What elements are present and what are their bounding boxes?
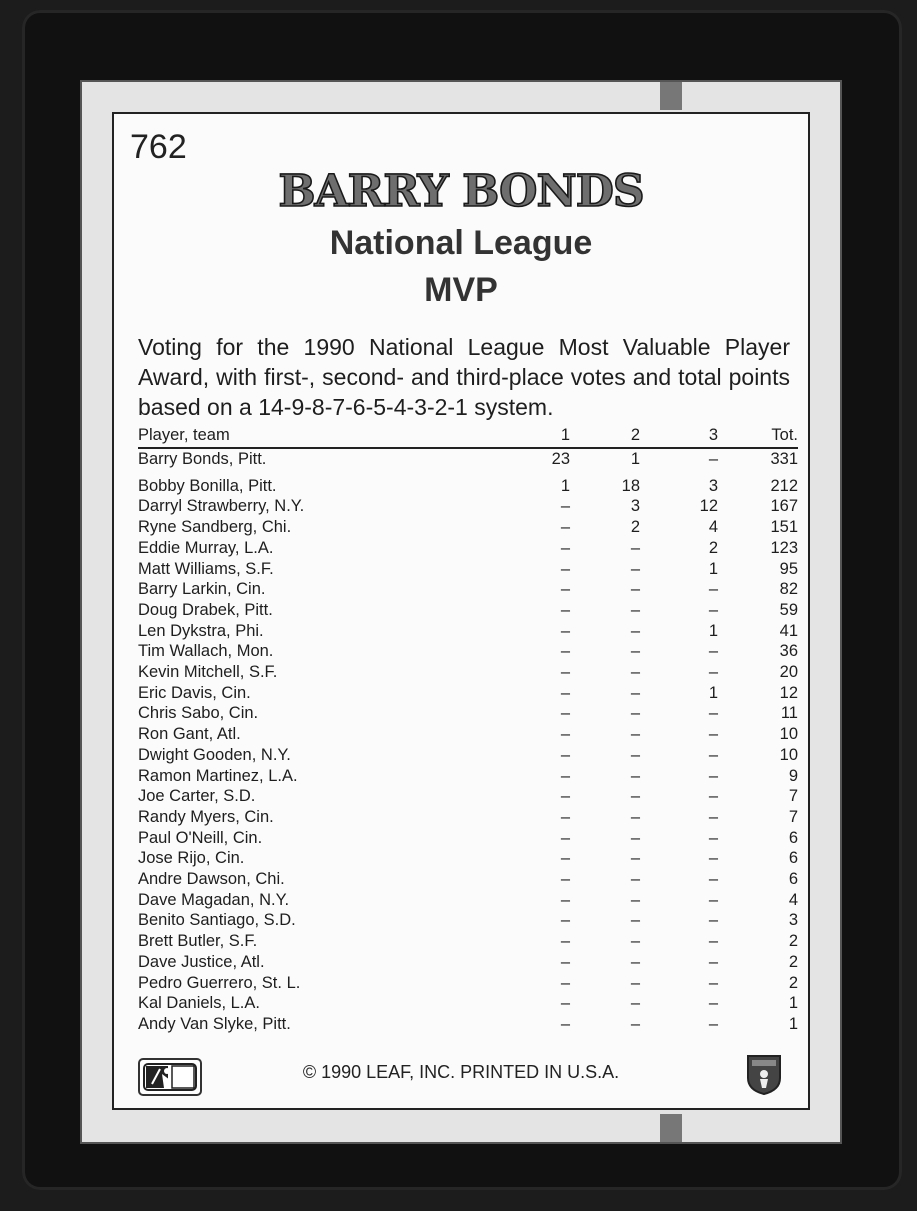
second-place-votes-cell: – — [630, 1014, 640, 1033]
first-place-votes-cell: – — [560, 828, 570, 847]
first-place-votes-cell: – — [560, 518, 570, 537]
table-row — [138, 662, 798, 683]
total-points-cell: 10 — [779, 725, 798, 744]
table-row — [138, 641, 798, 662]
card-content — [112, 112, 810, 1110]
third-place-votes-cell: 4 — [708, 518, 718, 537]
total-points-cell: 10 — [779, 745, 798, 764]
first-place-votes-cell: – — [560, 973, 570, 992]
player-team-cell: Dave Magadan, N.Y. — [138, 890, 290, 909]
second-place-votes-cell: 1 — [630, 450, 640, 468]
total-points-cell: 59 — [779, 600, 798, 619]
table-row — [138, 683, 798, 704]
total-points-cell: 123 — [770, 538, 798, 557]
header-first-place: 1 — [530, 426, 570, 448]
league-heading: National League — [329, 224, 593, 262]
third-place-votes-cell: 1 — [708, 683, 718, 702]
first-place-votes-cell: – — [560, 663, 570, 682]
table-row — [138, 559, 798, 580]
third-place-votes-cell: – — [708, 725, 718, 744]
player-team-cell: Ramon Martinez, L.A. — [138, 766, 298, 785]
player-team-cell: Brett Butler, S.F. — [138, 932, 258, 951]
third-place-votes-cell: – — [708, 787, 718, 806]
player-team-cell: Bobby Bonilla, Pitt. — [138, 476, 277, 495]
first-place-votes-cell: 23 — [551, 450, 570, 468]
table-row — [138, 703, 798, 724]
second-place-votes-cell: – — [630, 600, 640, 619]
table-row — [138, 869, 798, 890]
player-team-cell: Ron Gant, Atl. — [138, 725, 241, 744]
total-points-cell: 6 — [788, 870, 798, 889]
table-row — [138, 600, 798, 621]
third-place-votes-cell: – — [708, 766, 718, 785]
second-place-votes-cell: – — [630, 538, 640, 557]
second-place-votes-cell: – — [630, 807, 640, 826]
total-points-cell: 151 — [770, 518, 798, 537]
total-points-cell: 212 — [770, 476, 798, 495]
total-points-cell: 41 — [779, 621, 798, 640]
table-row — [138, 538, 798, 559]
total-points-cell: 2 — [788, 973, 798, 992]
header-second-place: 2 — [570, 426, 640, 448]
first-place-votes-cell: 1 — [560, 476, 570, 495]
header-total: Tot. — [718, 426, 798, 448]
table-row — [138, 1014, 798, 1035]
first-place-votes-cell: – — [560, 911, 570, 930]
table-row — [138, 579, 798, 600]
first-place-votes-cell: – — [560, 683, 570, 702]
first-place-votes-cell: – — [560, 642, 570, 661]
first-place-votes-cell: – — [560, 725, 570, 744]
first-place-votes-cell: – — [560, 994, 570, 1013]
table-row — [138, 931, 798, 952]
first-place-votes-cell: – — [560, 538, 570, 557]
third-place-votes-cell: 2 — [708, 538, 718, 557]
total-points-cell: 2 — [788, 932, 798, 951]
third-place-votes-cell: – — [708, 973, 718, 992]
first-place-votes-cell: – — [560, 890, 570, 909]
player-team-cell: Kevin Mitchell, S.F. — [138, 663, 278, 682]
total-points-cell: 167 — [770, 497, 798, 516]
third-place-votes-cell: – — [708, 600, 718, 619]
table-row — [138, 848, 798, 869]
third-place-votes-cell: 1 — [708, 559, 718, 578]
total-points-cell: 6 — [788, 828, 798, 847]
third-place-votes-cell: 1 — [708, 621, 718, 640]
table-row — [138, 448, 798, 470]
first-place-votes-cell: – — [560, 807, 570, 826]
second-place-votes-cell: – — [630, 828, 640, 847]
third-place-votes-cell: – — [708, 828, 718, 847]
player-team-cell: Len Dykstra, Phi. — [138, 621, 264, 640]
player-team-cell: Jose Rijo, Cin. — [138, 849, 245, 868]
table-row — [138, 786, 798, 807]
first-place-votes-cell: – — [560, 952, 570, 971]
third-place-votes-cell: 3 — [708, 476, 718, 495]
player-team-cell: Matt Williams, S.F. — [138, 559, 274, 578]
second-place-votes-cell: – — [630, 766, 640, 785]
third-place-votes-cell: – — [708, 704, 718, 723]
second-place-votes-cell: – — [630, 787, 640, 806]
table-row — [138, 496, 798, 517]
first-place-votes-cell: – — [560, 849, 570, 868]
second-place-votes-cell: – — [630, 911, 640, 930]
second-place-votes-cell: – — [630, 663, 640, 682]
second-place-votes-cell: – — [630, 745, 640, 764]
third-place-votes-cell: – — [708, 663, 718, 682]
player-team-cell: Tim Wallach, Mon. — [138, 642, 274, 661]
third-place-votes-cell: – — [708, 994, 718, 1013]
table-row — [138, 621, 798, 642]
second-place-votes-cell: – — [630, 952, 640, 971]
second-place-votes-cell: – — [630, 725, 640, 744]
second-place-votes-cell: – — [630, 683, 640, 702]
player-team-cell: Andy Van Slyke, Pitt. — [138, 1014, 291, 1033]
player-team-cell: Paul O'Neill, Cin. — [138, 828, 263, 847]
table-row — [138, 952, 798, 973]
total-points-cell: 331 — [770, 450, 798, 468]
third-place-votes-cell: – — [708, 932, 718, 951]
card-number: 762 — [130, 128, 187, 166]
first-place-votes-cell: – — [560, 870, 570, 889]
total-points-cell: 9 — [788, 766, 798, 785]
table-row — [138, 910, 798, 931]
third-place-votes-cell: – — [708, 642, 718, 661]
copyright-line: © 1990 LEAF, INC. PRINTED IN U.S.A. — [302, 1062, 620, 1082]
first-place-votes-cell: – — [560, 766, 570, 785]
player-team-cell: Benito Santiago, S.D. — [138, 911, 296, 930]
table-row — [138, 828, 798, 849]
total-points-cell: 12 — [779, 683, 798, 702]
total-points-cell: 1 — [788, 994, 798, 1013]
second-place-votes-cell: – — [630, 580, 640, 599]
first-place-votes-cell: – — [560, 704, 570, 723]
table-row — [138, 993, 798, 1014]
players-association-shield-icon — [744, 1052, 784, 1096]
third-place-votes-cell: – — [708, 952, 718, 971]
holder-clip-bottom — [660, 1114, 682, 1142]
header-third-place: 3 — [640, 426, 718, 448]
table-row — [138, 973, 798, 994]
player-name-title: BARRY BONDS — [278, 166, 644, 217]
second-place-votes-cell: 3 — [630, 497, 640, 516]
player-team-cell: Doug Drabek, Pitt. — [138, 600, 273, 619]
header-player: Player, team — [138, 426, 530, 448]
third-place-votes-cell: – — [708, 870, 718, 889]
third-place-votes-cell: 12 — [699, 497, 718, 516]
first-place-votes-cell: – — [560, 580, 570, 599]
second-place-votes-cell: – — [630, 870, 640, 889]
player-team-cell: Joe Carter, S.D. — [138, 787, 256, 806]
total-points-cell: 3 — [788, 911, 798, 930]
mvp-voting-table — [138, 426, 798, 1035]
table-row — [138, 517, 798, 538]
player-team-cell: Dwight Gooden, N.Y. — [138, 745, 291, 764]
third-place-votes-cell: – — [708, 849, 718, 868]
player-team-cell: Chris Sabo, Cin. — [138, 704, 259, 723]
third-place-votes-cell: – — [708, 807, 718, 826]
intro-paragraph: Voting for the 1990 National League Most Valuable Player Award, with first-, second- and third-place votes and total points based on a 14-9-8-7-6-5-4-3-2-1 system. — [138, 334, 790, 420]
total-points-cell: 6 — [788, 849, 798, 868]
first-place-votes-cell: – — [560, 787, 570, 806]
total-points-cell: 2 — [788, 952, 798, 971]
table-row — [138, 724, 798, 745]
third-place-votes-cell: – — [708, 745, 718, 764]
table-row — [138, 766, 798, 787]
total-points-cell: 82 — [779, 580, 798, 599]
table-row — [138, 470, 798, 497]
second-place-votes-cell: – — [630, 704, 640, 723]
total-points-cell: 11 — [780, 704, 798, 723]
award-heading: MVP — [424, 271, 498, 309]
total-points-cell: 7 — [788, 787, 798, 806]
second-place-votes-cell: – — [630, 973, 640, 992]
third-place-votes-cell: – — [708, 911, 718, 930]
player-team-cell: Dave Justice, Atl. — [138, 952, 265, 971]
player-team-cell: Eric Davis, Cin. — [138, 683, 251, 702]
player-team-cell: Darryl Strawberry, N.Y. — [138, 497, 305, 516]
second-place-votes-cell: – — [630, 621, 640, 640]
player-team-cell: Randy Myers, Cin. — [138, 807, 274, 826]
table-row — [138, 745, 798, 766]
holder-clip-top — [660, 82, 682, 110]
total-points-cell: 7 — [788, 807, 798, 826]
second-place-votes-cell: – — [630, 932, 640, 951]
first-place-votes-cell: – — [560, 559, 570, 578]
second-place-votes-cell: 18 — [621, 476, 640, 495]
third-place-votes-cell: – — [708, 890, 718, 909]
total-points-cell: 1 — [788, 1014, 798, 1033]
table-header-row — [138, 426, 798, 448]
trading-card-back — [80, 80, 842, 1144]
second-place-votes-cell: – — [630, 642, 640, 661]
player-team-cell: Andre Dawson, Chi. — [138, 870, 285, 889]
total-points-cell: 4 — [788, 890, 798, 909]
first-place-votes-cell: – — [560, 745, 570, 764]
third-place-votes-cell: – — [708, 580, 718, 599]
player-team-cell: Ryne Sandberg, Chi. — [138, 518, 292, 537]
table-row — [138, 807, 798, 828]
first-place-votes-cell: – — [560, 932, 570, 951]
total-points-cell: 36 — [779, 642, 798, 661]
second-place-votes-cell: – — [630, 890, 640, 909]
first-place-votes-cell: – — [560, 600, 570, 619]
third-place-votes-cell: – — [708, 450, 718, 468]
second-place-votes-cell: 2 — [630, 518, 640, 537]
player-team-cell: Eddie Murray, L.A. — [138, 538, 274, 557]
player-team-cell: Barry Bonds, Pitt. — [138, 450, 267, 468]
player-team-cell: Pedro Guerrero, St. L. — [138, 973, 301, 992]
second-place-votes-cell: – — [630, 559, 640, 578]
second-place-votes-cell: – — [630, 994, 640, 1013]
player-team-cell: Kal Daniels, L.A. — [138, 994, 260, 1013]
first-place-votes-cell: – — [560, 1014, 570, 1033]
first-place-votes-cell: – — [560, 497, 570, 516]
total-points-cell: 20 — [779, 663, 798, 682]
player-team-cell: Barry Larkin, Cin. — [138, 580, 266, 599]
second-place-votes-cell: – — [630, 849, 640, 868]
table-row — [138, 890, 798, 911]
third-place-votes-cell: – — [708, 1014, 718, 1033]
first-place-votes-cell: – — [560, 621, 570, 640]
total-points-cell: 95 — [779, 559, 798, 578]
